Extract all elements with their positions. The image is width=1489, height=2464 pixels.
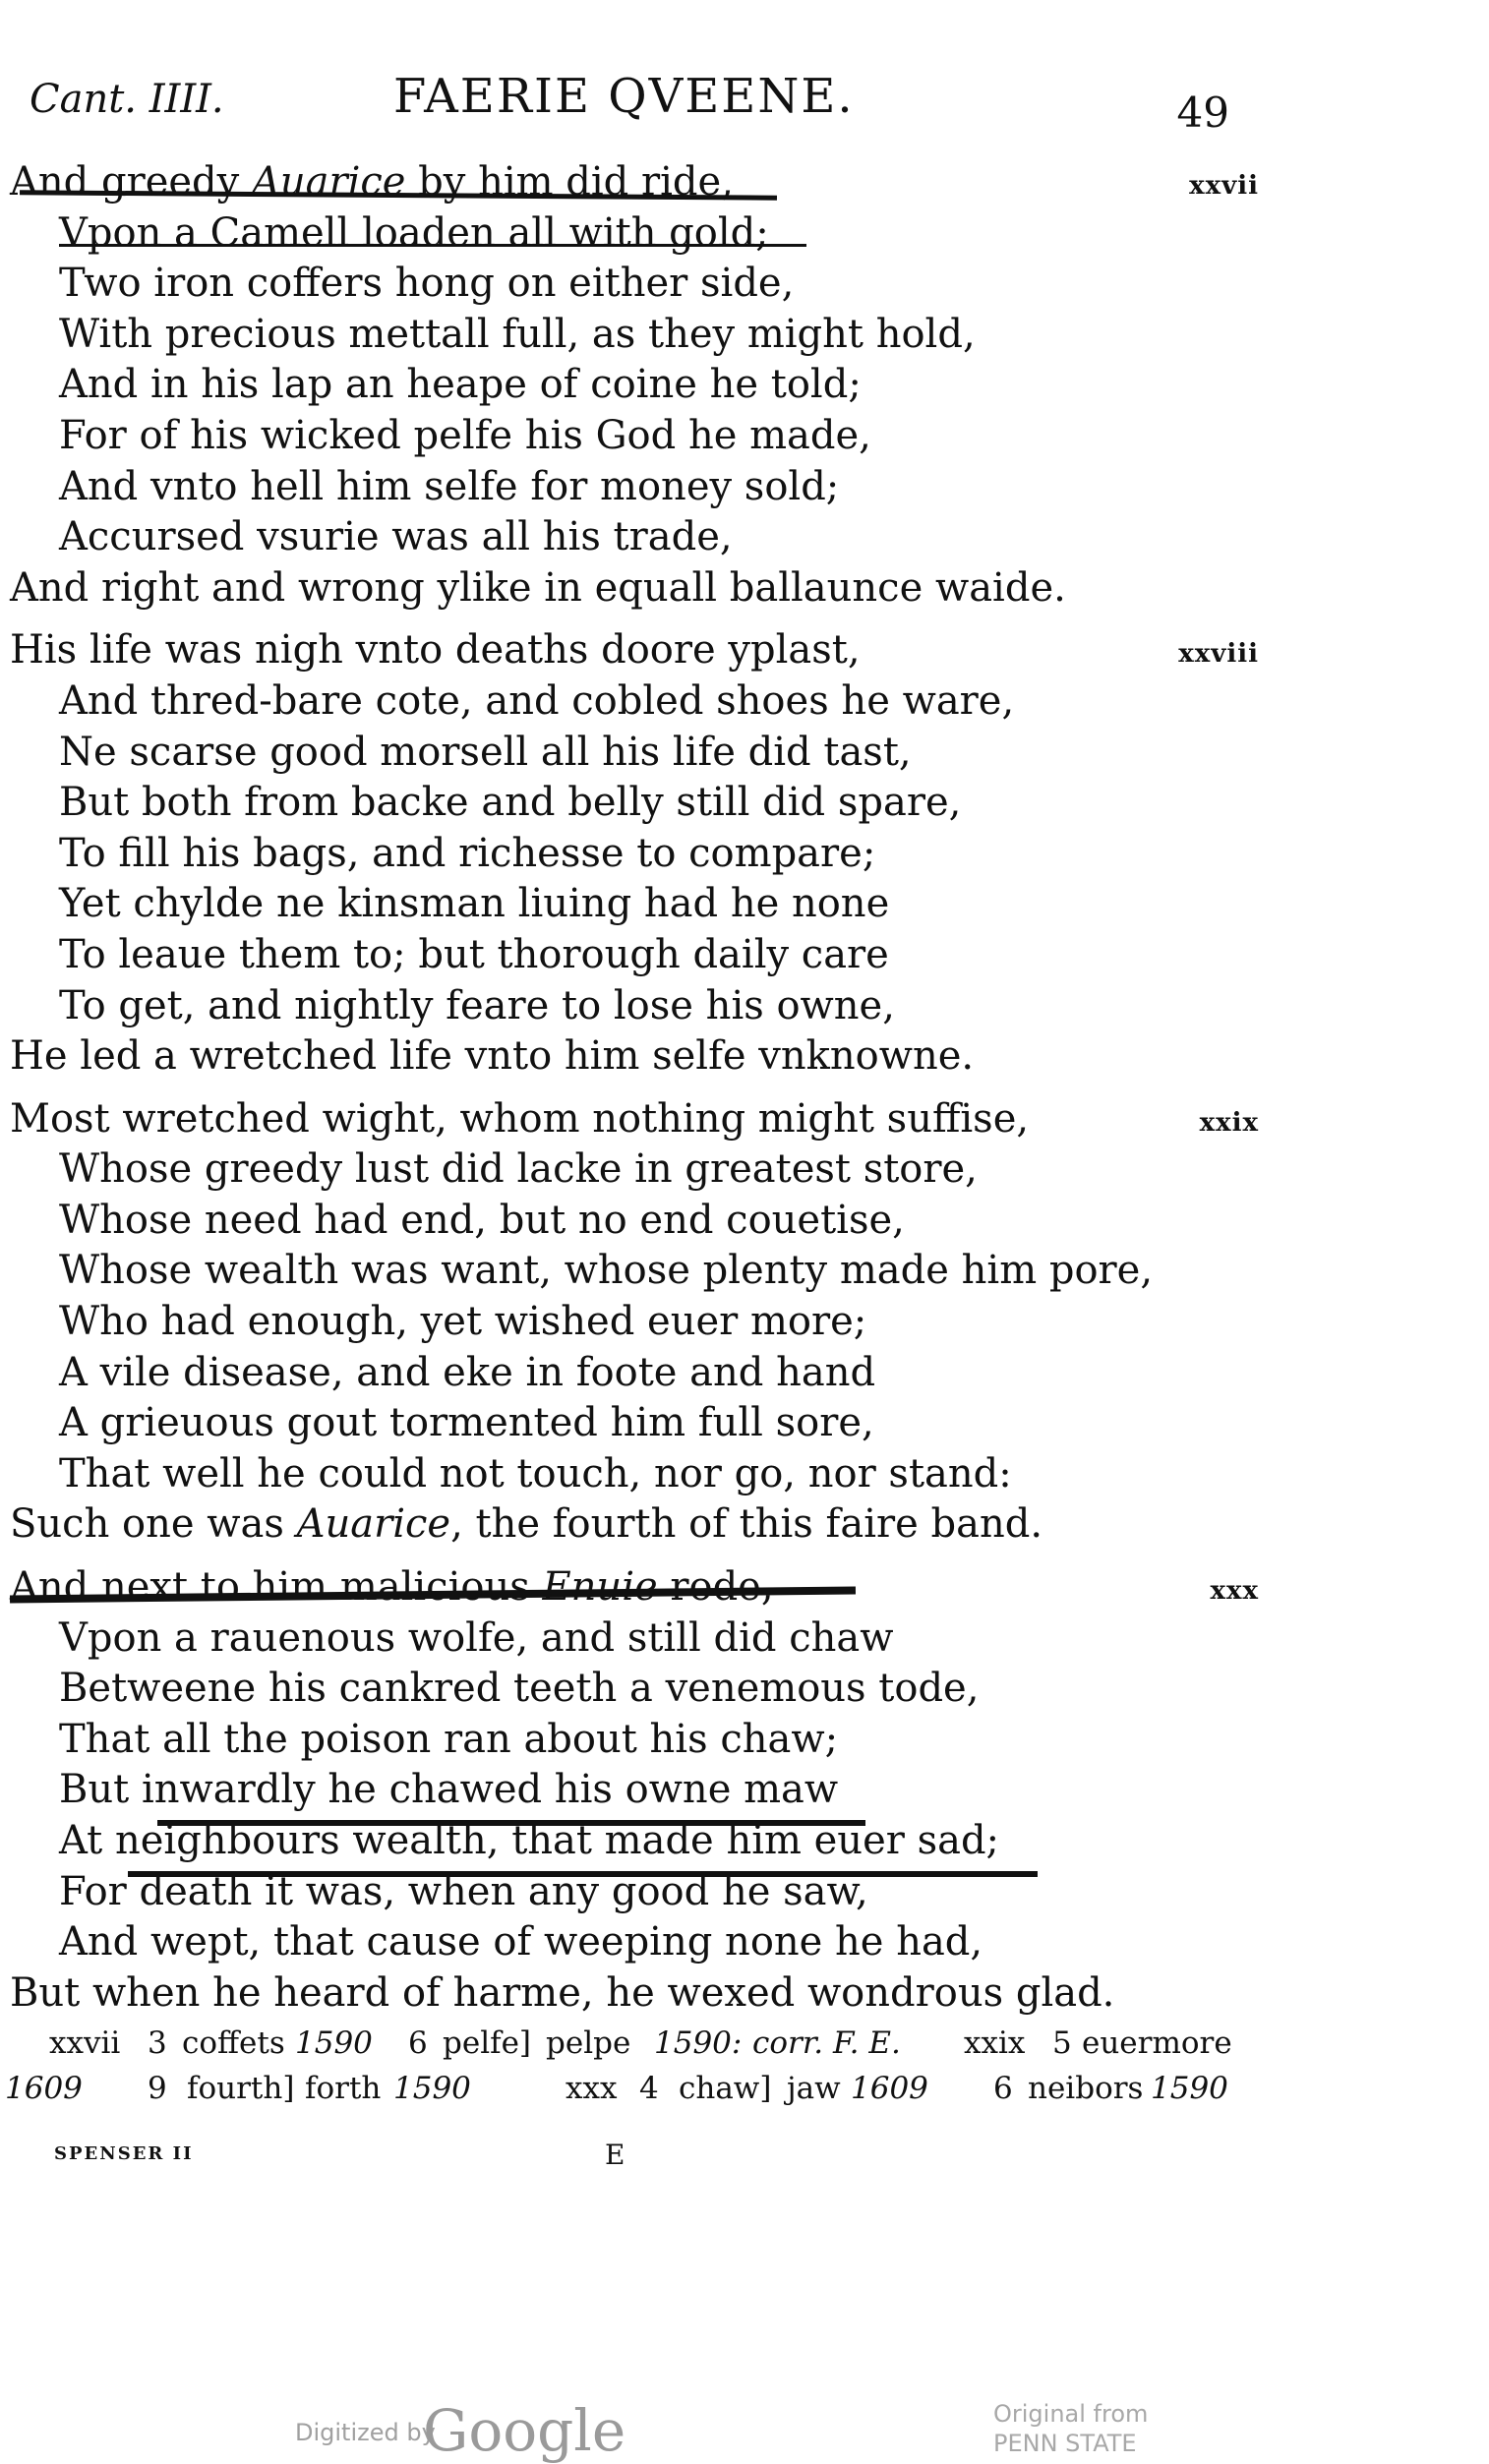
stanza-number: xxvii [1189, 171, 1259, 201]
printer-signature: SPENSER II [54, 2143, 194, 2164]
italic-name: Enuie [542, 1564, 658, 1611]
textual-notes [0, 2025, 1239, 2116]
source-name: PENN STATE [993, 2430, 1137, 2457]
verse-line: Whose greedy lust did lacke in greatest store, [59, 1146, 978, 1193]
note-text: euermore [1082, 2025, 1232, 2061]
note-ref: xxvii [49, 2025, 121, 2061]
verse-line: But when he heard of harme, he wexed wondrous glad. [10, 1969, 1115, 2016]
verse-line: Who had enough, yet wished euer more; [59, 1299, 867, 1345]
note-date: 1590: [654, 2025, 743, 2061]
note-date: 1590 [1151, 2071, 1228, 2106]
verse-line: Betweene his cankred teeth a venemous tode, [59, 1666, 980, 1712]
stanza-number: xxx [1210, 1576, 1259, 1607]
ink-underline [128, 1871, 1038, 1877]
verse-line: And wept, that cause of weeping none he had, [59, 1919, 983, 1965]
verse-line: Most wretched wight, whom nothing might suffise, xxix [10, 1094, 1259, 1145]
stanza [10, 1094, 1259, 1551]
stanza [10, 1562, 1259, 2019]
ink-underline [59, 244, 806, 247]
verse-line: At neighbours wealth, that made him euer sad; [59, 1818, 1000, 1863]
verse-line: Yet chylde ne kinsman liuing had he none [59, 881, 890, 927]
verse-line: He led a wretched life vnto him selfe vnknowne. [10, 1033, 975, 1080]
note-text: jaw [787, 2071, 841, 2106]
note-ref: 3 [148, 2025, 167, 2061]
verse-line: With precious mettall full, as they might hold, [59, 311, 976, 357]
verse-line: That all the poison ran about his chaw; [59, 1716, 839, 1762]
italic-name: Auarice [296, 1501, 451, 1548]
verse-text: , the fourth of this faire band. [450, 1501, 1043, 1548]
verse-line: Two iron coffers hong on either side, [59, 261, 795, 307]
verse-line: That well he could not touch, nor go, nor stand: [59, 1450, 1012, 1496]
note-text: pelpe [546, 2025, 631, 2061]
notes-line-2 [0, 2071, 1239, 2116]
verse-line: To leaue them to; but thorough daily care [59, 931, 889, 977]
note-ref: 6 [993, 2071, 1013, 2106]
signature-mark: E [605, 2139, 625, 2171]
verse-line: To get, and nightly feare to lose his owne, [59, 982, 895, 1028]
verse-line: But both from backe and belly still did spare, [59, 780, 962, 826]
verse-line [10, 1562, 1259, 1613]
page-header [30, 69, 1229, 138]
note-ref: 9 [148, 2071, 167, 2106]
verse-line: For death it was, when any good he saw, [59, 1868, 868, 1914]
stanza-number: xxviii [1178, 639, 1259, 670]
verse-line: Vpon a rauenous wolfe, and still did chaw [59, 1614, 894, 1661]
note-text: neibors [1028, 2071, 1144, 2106]
note-date: 1590 [295, 2025, 373, 2061]
note-ref: xxx [566, 2071, 618, 2106]
poem-body [10, 157, 1259, 2030]
note-text: forth [305, 2071, 382, 2106]
verse-line: A grieuous gout tormented him full sore, [59, 1400, 874, 1446]
note-text: pelfe] [443, 2025, 532, 2061]
note-ref: 4 [639, 2071, 659, 2106]
note-text: chaw] [679, 2071, 772, 2106]
source-attribution [993, 2399, 1148, 2458]
verse-line: And vnto hell him selfe for money sold; [59, 463, 840, 509]
verse-line: To fill his bags, and richesse to compare; [59, 830, 876, 876]
verse-line: His life was nigh vnto deaths doore yplast, xxviii [10, 625, 1259, 676]
ink-underline [157, 1820, 865, 1826]
stanza [10, 157, 1259, 614]
notes-line-1 [0, 2025, 1239, 2071]
verse-line: But inwardly he chawed his owne maw [59, 1767, 839, 1813]
verse-line: And thred-bare cote, and cobled shoes he ware, [59, 677, 1015, 724]
stanza [10, 625, 1259, 1082]
verse-text: by him did ride, [405, 159, 734, 205]
verse-text: And greedy [10, 159, 252, 205]
verse-line: For of his wicked pelfe his God he made, [59, 412, 871, 458]
verse-line [10, 157, 1259, 208]
verse-text: rode, [657, 1564, 774, 1611]
stanza-number: xxix [1199, 1107, 1259, 1138]
verse-text: Such one was [10, 1501, 297, 1548]
original-from-label: Original from [993, 2400, 1149, 2428]
running-title: FAERIE QVEENE. [393, 69, 855, 124]
note-text: fourth] [187, 2071, 295, 2106]
italic-name: Auarice [251, 159, 406, 205]
verse-line: Vpon a Camell loaden all with gold; [59, 209, 769, 256]
note-text: coffets [182, 2025, 285, 2061]
note-date: 1609 [851, 2071, 928, 2106]
verse-line: And in his lap an heape of coine he told; [59, 362, 862, 408]
verse-line: Ne scarse good morsell all his life did tast, [59, 729, 912, 775]
verse-line: Accursed vsurie was all his trade, [59, 514, 733, 560]
verse-line: And right and wrong ylike in equall ballaunce waide. [10, 564, 1066, 611]
note-date: 1590 [393, 2071, 471, 2106]
verse-line [10, 1499, 1259, 1551]
page-number: 49 [1176, 88, 1229, 137]
verse-text: And next to him malicious [10, 1564, 543, 1611]
note-text: corr. F. E. [752, 2025, 901, 2061]
google-logo: Google [423, 2397, 626, 2464]
note-date: 1609 [5, 2071, 83, 2106]
verse-line: Whose wealth was want, whose plenty made him pore, [59, 1248, 1154, 1294]
canto-label: Cant. IIII. [30, 77, 224, 122]
note-ref: 5 [1052, 2025, 1072, 2061]
verse-line: A vile disease, and eke in foote and hand [59, 1349, 876, 1395]
note-ref: xxix [964, 2025, 1026, 2061]
digitized-by-label: Digitized by [295, 2419, 436, 2446]
verse-line: Whose need had end, but no end couetise, [59, 1197, 905, 1243]
note-ref: 6 [408, 2025, 428, 2061]
